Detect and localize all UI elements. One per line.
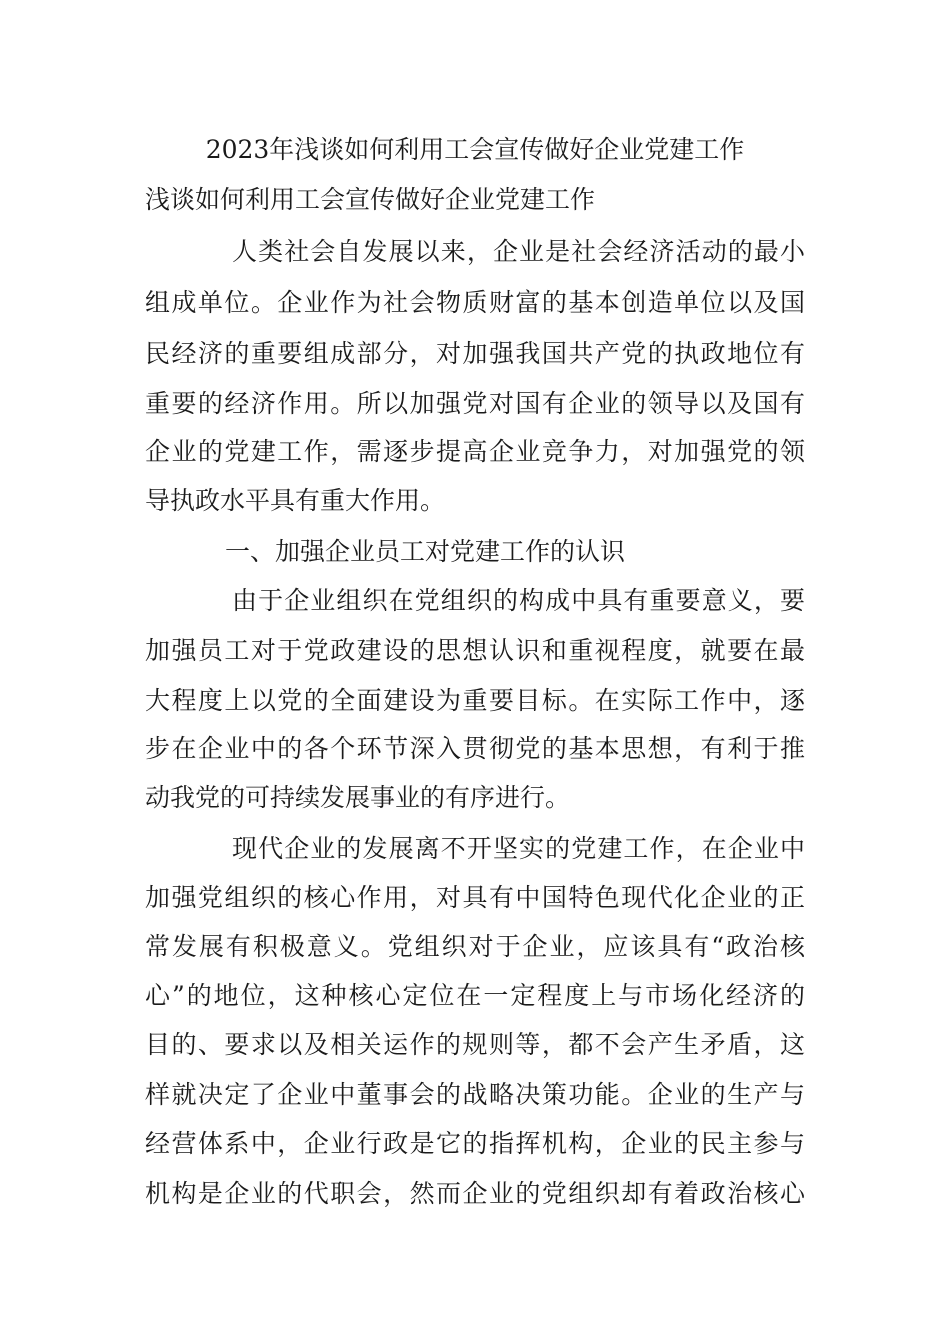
paragraph-1-line-6: 导执政水平具有重大作用。 [145,486,446,515]
document-title: 2023年浅谈如何利用工会宣传做好企业党建工作 [205,135,745,164]
paragraph-3-line-4: 心”的地位，这种核心定位在一定程度上与市场化经济的 [145,981,805,1010]
paragraph-2-line-2: 加强员工对于党政建设的思想认识和重视程度，就要在最 [145,636,805,665]
paragraph-1-line-1: 人类社会自发展以来，企业是社会经济活动的最小 [232,237,805,266]
paragraph-3-line-7: 经营体系中，企业行政是它的指挥机构，企业的民主参与 [145,1129,805,1158]
paragraph-1-line-3: 民经济的重要组成部分，对加强我国共产党的执政地位有 [145,339,805,368]
section-1-heading: 一、加强企业员工对党建工作的认识 [225,537,626,566]
paragraph-2-line-4: 步在企业中的各个环节深入贯彻党的基本思想，有利于推 [145,734,805,763]
paragraph-1-line-2: 组成单位。企业作为社会物质财富的基本创造单位以及国 [145,288,805,317]
paragraph-1-line-4: 重要的经济作用。所以加强党对国有企业的领导以及国有 [145,389,805,418]
paragraph-3-line-3: 常发展有积极意义。党组织对于企业，应该具有“政治核 [145,932,805,961]
paragraph-2-line-1: 由于企业组织在党组织的构成中具有重要意义，要 [232,586,805,615]
paragraph-3-line-6: 样就决定了企业中董事会的战略决策功能。企业的生产与 [145,1080,805,1109]
paragraph-1-line-5: 企业的党建工作，需逐步提高企业竞争力，对加强党的领 [145,437,805,466]
paragraph-3-line-5: 目的、要求以及相关运作的规则等，都不会产生矛盾，这 [145,1030,805,1059]
paragraph-2-line-3: 大程度上以党的全面建设为重要目标。在实际工作中，逐 [145,686,805,715]
paragraph-3-line-1: 现代企业的发展离不开坚实的党建工作，在企业中 [232,834,805,863]
document-subtitle: 浅谈如何利用工会宣传做好企业党建工作 [145,185,596,214]
paragraph-3-line-2: 加强党组织的核心作用，对具有中国特色现代化企业的正 [145,883,805,912]
paragraph-3-line-8: 机构是企业的代职会，然而企业的党组织却有着政治核心 [145,1179,805,1208]
paragraph-2-line-5: 动我党的可持续发展事业的有序进行。 [145,783,571,812]
